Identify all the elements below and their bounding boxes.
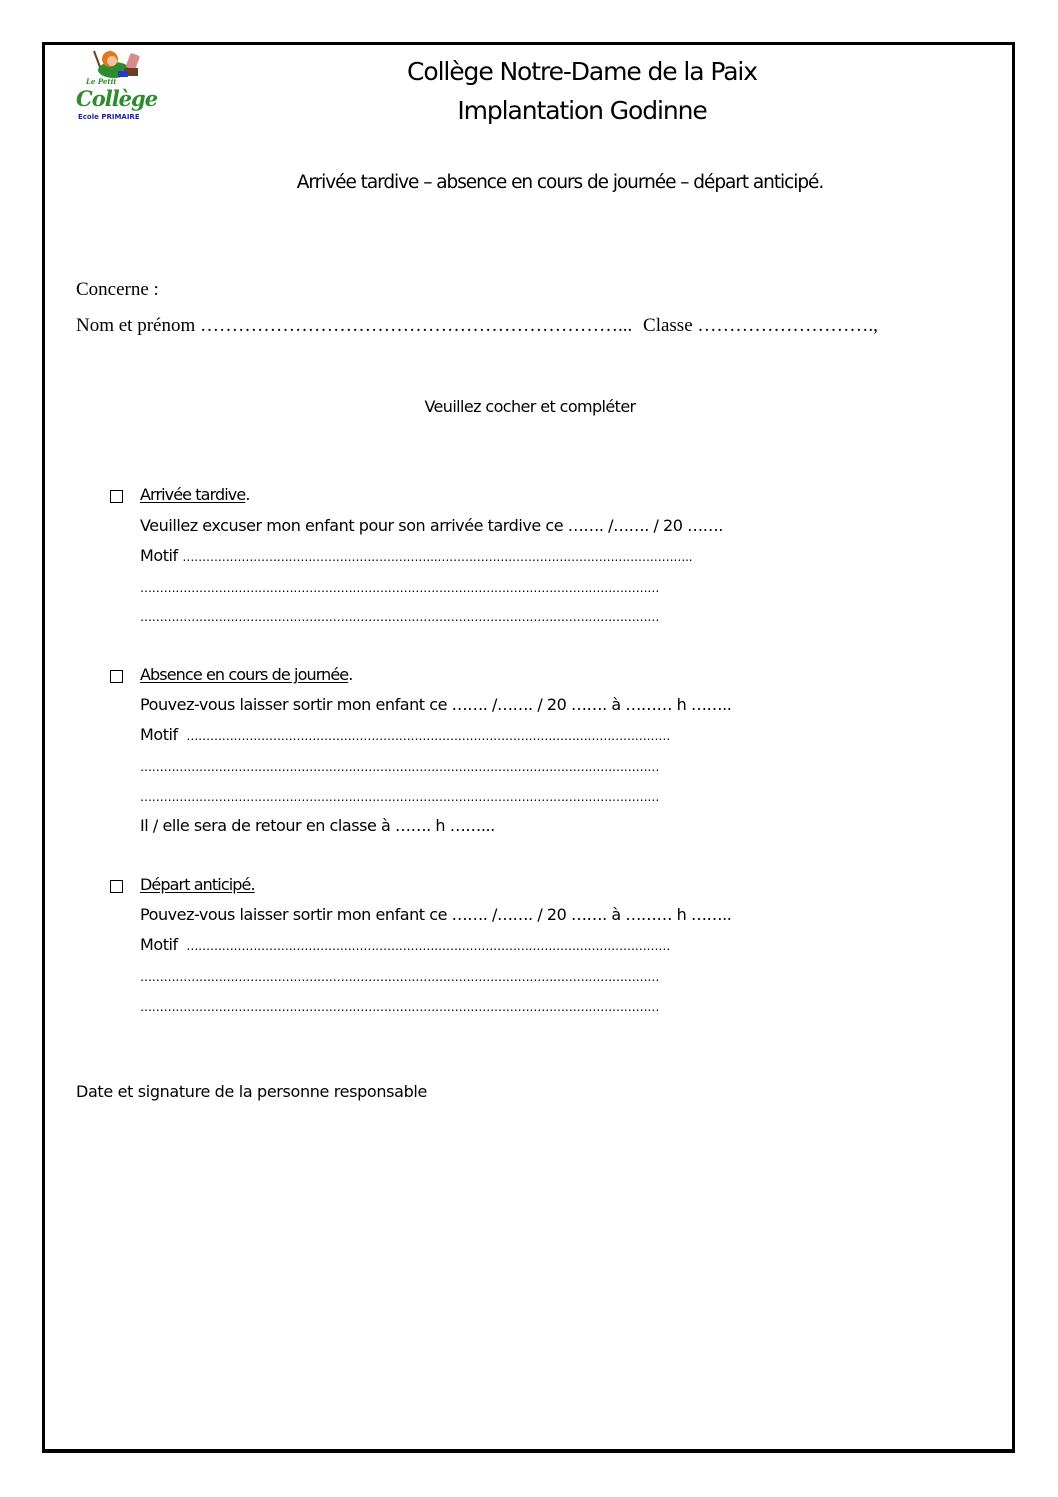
absence-date-time-line[interactable]: Pouvez-vous laisser sortir mon enfant ce ……. /……. / 20 ……. à ……… h …….. — [140, 695, 732, 714]
depart-motif-row — [140, 935, 910, 955]
motif-extra-line[interactable]: …………………………………………………………………………………………………………………… — [140, 790, 660, 804]
logo-text-bottom: Ecole PRIMAIRE — [78, 113, 140, 121]
section-title-text: Arrivée tardive — [140, 485, 246, 504]
motif-label: Motif — [140, 935, 178, 954]
arrivee-motif-row — [140, 546, 910, 566]
class-field[interactable]: ………………………., — [697, 315, 878, 336]
section-title-suffix: . — [348, 665, 353, 684]
logo-text-main: Collège — [76, 86, 158, 111]
section-title-depart-anticipe — [140, 875, 255, 895]
page-title-location: Implantation Godinne — [457, 96, 707, 125]
name-field[interactable]: …………………………………………………………... — [200, 315, 633, 336]
absence-motif-row — [140, 725, 910, 745]
section-title-text: Départ anticipé. — [140, 875, 255, 894]
section-title-arrivee-tardive — [140, 485, 250, 505]
motif-extra-line[interactable]: …………………………………………………………………………………………………………………… — [140, 760, 660, 774]
page-border — [42, 42, 1015, 1453]
section-title-absence-journee — [140, 665, 352, 685]
motif-label: Motif — [140, 725, 178, 744]
logo-mascot-icon — [72, 48, 156, 78]
section-title-text: Absence en cours de journée — [140, 665, 349, 684]
motif-label: Motif — [140, 546, 178, 565]
signature-label: Date et signature de la personne responsable — [76, 1082, 427, 1101]
motif-extra-line[interactable]: …………………………………………………………………………………………………………………… — [140, 1000, 660, 1014]
class-label: Classe — [643, 315, 693, 336]
school-logo — [72, 48, 160, 128]
instruction-text: Veuillez cocher et compléter — [424, 397, 636, 416]
page-title-school: Collège Notre-Dame de la Paix — [407, 57, 757, 86]
name-class-row — [76, 315, 878, 337]
checkbox-absence-journee[interactable] — [110, 670, 123, 683]
name-label: Nom et prénom — [76, 315, 196, 336]
section-title-suffix: . — [245, 485, 250, 504]
return-time-line[interactable]: Il / elle sera de retour en classe à ……. h ……... — [140, 816, 495, 835]
checkbox-depart-anticipe[interactable] — [110, 880, 123, 893]
logo-text-top: Le Petit — [86, 77, 117, 86]
motif-field[interactable]: …………………………………………………………………………………………………………… — [186, 729, 671, 743]
motif-field[interactable]: ………………………………………………………..……………………………………………………….. — [182, 550, 693, 564]
motif-extra-line[interactable]: …………………………………………………………………………………………………………………… — [140, 581, 660, 595]
motif-extra-line[interactable]: …………………………………………………………………………………………………………………… — [140, 610, 660, 624]
form-subtitle: Arrivée tardive – absence en cours de journée – départ anticipé. — [296, 172, 824, 193]
arrivee-date-line[interactable]: Veuillez excuser mon enfant pour son arrivée tardive ce ……. /……. / 20 ……. — [140, 516, 723, 535]
motif-extra-line[interactable]: …………………………………………………………………………………………………………………… — [140, 970, 660, 984]
concerne-label: Concerne : — [76, 279, 159, 300]
checkbox-arrivee-tardive[interactable] — [110, 490, 123, 503]
depart-date-time-line[interactable]: Pouvez-vous laisser sortir mon enfant ce ……. /……. / 20 ……. à ……… h …….. — [140, 905, 732, 924]
motif-field[interactable]: …………………………………………………………………………………………………………… — [186, 939, 671, 953]
